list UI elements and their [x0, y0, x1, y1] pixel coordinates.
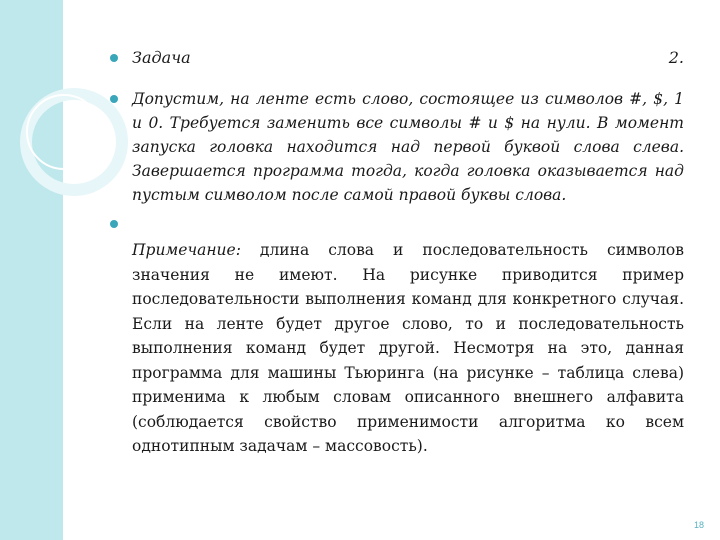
task-label: Задача [132, 48, 191, 67]
bullet-dot [110, 220, 118, 228]
left-decor-band [0, 0, 68, 540]
bullet-dot [110, 95, 118, 103]
bullet-condition [106, 87, 684, 207]
task-condition: Допустим, на ленте есть слово, состоящее из символов #, $, 1 и 0. Требуется заменить все символы # и $ на нули. В момент запуска головка находится над первой буквой слова слева. Завершается программа тогда, когда головка оказывается над пустым символом после самой правой буквы слова. [132, 90, 684, 204]
decor-strip [63, 0, 68, 540]
task-title-row [132, 46, 684, 70]
page-number: 18 [693, 520, 704, 530]
slide-content [106, 46, 684, 459]
note-body: длина слова и последовательность символов значения не имеют. На рисунке приводится пример последовательности выполнения команд для конкретного случая. Если на ленте будет другое слово, то и последовательность выполнения команд будет другой. Несмотря на это, данная программа для машины Тьюринга (на рисунке – таблица слева) применима к любым словам описанного внешнего алфавита (соблюдается свойство применимости алгоритма ко всем однотипным задачам – массовость). [132, 241, 684, 455]
note-paragraph [132, 238, 684, 459]
bullet-dot [110, 54, 118, 62]
note-lead: Примечание: [132, 241, 241, 259]
bullet-task [106, 46, 684, 70]
task-number: 2. [668, 48, 684, 67]
bullet-note [106, 216, 684, 459]
decor-ring-inner [26, 94, 102, 170]
